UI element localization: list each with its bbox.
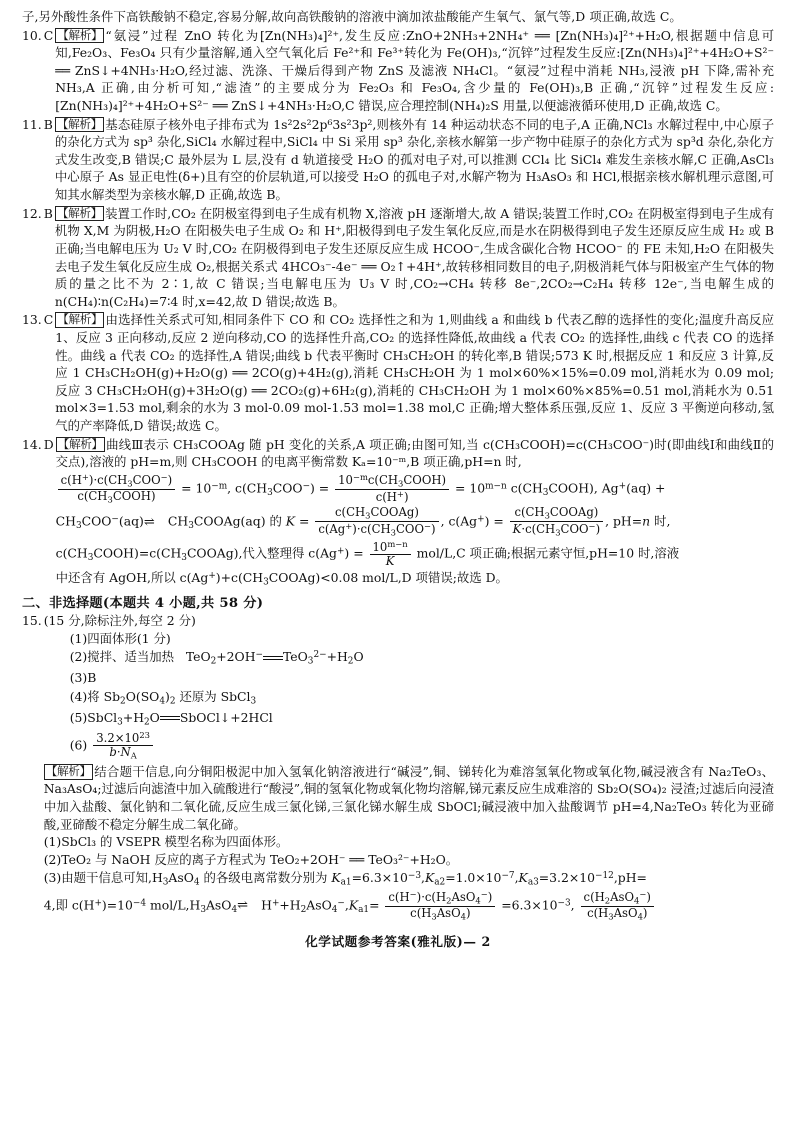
item-body-12 [55,205,774,311]
fraction: $\frac{10^{m-n}}{K}$ [370,540,411,568]
q15-answer-3: (3)B [69,670,97,686]
q15-analysis-text: 结合题干信息,向分铜阳极泥中加入氢氧化钠溶液进行“碱浸”,铜、锑转化为难溶氢氧化物或氧化物,碱浸液含有 Na₂TeO₃、Na₃AsO₄;过滤后向滤渣中加入硫酸进行“酸浸”,铜的氢氧化物或氧化物均溶解,锑元素反应生成难溶的 Sb₂O(SO₄)₂ 浸渣;过滤后向浸渣中加入盐酸、氯化钠和二氧化硫,反应生成三氯化锑,三氯化锑水解生成 SbOCl;碱浸液中加入盐酸调节 pH=4,Na₂TeO₃ 转化为亚碲酸,亚碲酸不稳定分解生成二氧化碲。 [43,763,774,832]
answer-item-15 [22,612,774,921]
q15-analysis [44,763,774,833]
item-number-15: 15. [22,613,42,629]
item-answer-11: B [43,116,53,132]
item-text-12: 装置工作时,CO₂ 在阴极室得到电子生成有机物 X,溶液 pH 逐渐增大,故 A 错误;装置工作时,CO₂ 在阴极室得到电子生成有机物 X,M 为阴极,H₂O 在阳极失电子生成 O₂ 和 H⁺,阳极得到电子发生氧化反应,而是水在阴极得到电子发生还原反应生成 H₂ 或 B 正确;当电解电压为 U₂ V 时,CO₂ 在阴极得到电子发生还原反应生成 HCOO⁻,生成含碳化合物 HCOO⁻ 的 FE 未知,H₂O 在阳极失去电子发生氧化反应生成 O₂,根据关系式 4HCO₃⁻-4e⁻ ══ O₂↑+4H⁺,故转移相同数目的电子,阴极消耗气体与阳极室产生气体的物质的量之比不为 2∶1,故 C 错误;当电解电压为 U₃ V 时,CO₂→CH₄ 转移 8e⁻,2CO₂→C₂H₄ 转移 12e⁻,当电解生成的 n(CH₄)∶n(C₂H₄)=7∶4 时,x=42,故 D 错误;故选 B。 [54,205,774,309]
item-body-15 [44,612,774,921]
answer-item-14 [22,436,774,590]
fraction: $\frac{c(H^+)\cdot c(CH_3COO^-)}{c(CH_3COOH)}$ [58,473,176,505]
q15-head: (15 分,除标注外,每空 2 分) [43,613,196,629]
q15-a6-num: $3.2\times 10^{23}$ [93,731,153,746]
analysis-tag: 【解析】 [57,312,103,327]
q15-answer-5: $(5)SbCl_3+H_2O$ SbOCl↓+2HCl [69,710,273,728]
item-text-10: “氨浸”过程 ZnO 转化为[Zn(NH₃)₄]²⁺,发生反应:ZnO+2NH₃+2NH₄⁺ ══ [Zn(NH₃)₄]²⁺+H₂O,根据题中信息可知,Fe₂O₃、Fe₃O₄ 只有少量溶解,通入空气氧化后 Fe²⁺和 Fe³⁺转化为 Fe(OH)₃,“沉锌”过程发生反应:[Zn(NH₃)₄]²⁺+4H₂O+S²⁻ ══ ZnS↓+4NH₃·H₂O,经过滤、洗涤、干燥后得到产物 ZnS 及滤液 NH₄Cl。“氨浸”过程中消耗 NH₃,浸液 pH 下降,需补充 NH₃,A 正确,由分析可知,“滤渣”的主要成分为 Fe₂O₃ 和 Fe₃O₄,含少量的 Fe(OH)₃,B 正确,“沉锌”过程发生反应:[Zn(NH₃)₄]²⁺+4H₂O+S²⁻ ══ ZnS↓+4NH₃·H₂O,C 错误,应合理控制(NH₄)₂S 用量,以便滤液循环使用,D 正确,故选 C。 [55,27,774,114]
formula-line-14c: $c(CH_3COOH)=c(CH_3COOAg)$,代入整理得 c(Ag+) = $\frac{10^{m-n}}{K}$ mol/L,C 项正确;根据元素守恒,pH=10 时,溶液 [55,539,680,568]
item-answer-13: C [43,312,54,328]
item-text-14-part1: 曲线Ⅲ表示 CH₃COOAg 随 pH 变化的关系,A 项正确;由图可知,当 c(CH₃COOH)=c(CH₃COO⁻)时(即曲线Ⅰ和曲线Ⅱ的交点),溶液的 pH=m,则 CH₃COOH 的电离平衡常数 Kₐ=10⁻ᵐ,B 项正确,pH=n 时, [55,436,774,470]
answer-item-13 [22,311,774,434]
answer-item-10 [22,27,774,115]
fraction: $\frac{c(CH_3COOAg)}{c(Ag^+)\cdot c(CH_3COO^-)}$ [315,506,438,538]
formula-line-14a: $\frac{c(H^+)\cdot c(CH_3COO^-)}{c(CH_3COOH)}$ = $10^{-m}$, $c(CH_3COO^-)$ = $\frac{10^{-m}c(CH_3COOH)}{c(H^+)}$ = $10^{m-n}$ $c(CH_3COOH)$, Ag+(aq) + [56,473,774,505]
item-number-11: 11. B [22,116,53,132]
analysis-tag: 【解析】 [45,763,91,778]
analysis-tag: 【解析】 [56,205,103,220]
analysis-tag: 【解析】 [57,27,103,42]
equilibrium-arrow-icon [237,900,261,912]
item-answer-10: C [43,27,54,43]
q15-answer-1: (1)四面体形(1 分) [69,630,171,646]
fraction: $\frac{10^{-m}c(CH_3COOH)}{c(H^+)}$ [335,473,449,503]
equilibrium-arrow-icon [144,516,168,528]
q15-answer-6: (6) $\frac{3.2\times 10^{23}}{b\cdot N_A}$ [44,731,774,761]
q15-answer-4: (4)将 $Sb_2O(SO_4)_2$ 还原为 SbCl$_3$ [69,689,257,707]
item-body-10 [55,27,774,115]
top-paragraph: 子,另外酸性条件下高铁酸钠不稳定,容易分解,故向高铁酸钠的溶液中滴加浓盐酸能产生氧气、氯气等,D 项正确,故选 C。 [22,9,682,24]
item-number-10: 10. C [22,27,54,43]
answer-item-12 [22,205,774,311]
section-title: 二、非选择题(本题共 4 小题,共 58 分) [22,596,264,612]
q15-answer-2: (2)搅拌、适当加热 TeO$_2$+2OH− $TeO_3^{2-}+H_2O$ [69,649,364,668]
item-answer-14: D [43,436,54,452]
answer-item-11 [22,116,774,204]
q15-sub-answer-3: (3)由题干信息可知$,H_3AsO_4$ 的各级电离常数分别为 $K_{a1}=6.3\times 10^{-3},K_{a2}=1.0\times 10^{-7},K_{a3}=3.2\times 10^{-12},pH=$ [43,869,647,888]
equals-arrow-icon [160,713,180,724]
item-number-12: 12. B [22,205,53,221]
item-answer-12: B [43,205,53,221]
formula-line-14b: $CH_3COO^-(aq)$ ⇌ $CH_3COOAg(aq)$ 的 K = $\frac{c(CH_3COOAg)}{c(Ag^+)\cdot c(CH_3COO^-)}$ , c(Ag+) = $\frac{c(CH_3COOAg)}{K\cdot c(CH_3COO^-)}$ , pH=n 时, [56,506,774,538]
item-text-13: 由选择性关系式可知,相同条件下 CO 和 CO₂ 选择性之和为 1,则曲线 a 和曲线 b 代表乙醇的选择性的变化;温度升高反应 1、反应 3 正向移动,反应 2 逆向移动,CO 的选择性升高,CO₂ 的选择性降低,故曲线 a 代表 CO₂ 的选择性,曲线 c 代表 CO 的选择性。曲线 a 代表 CO₂ 的选择性,A 错误;曲线 b 代表平衡时 CH₃CH₂OH 的转化率,B 错误;573 K 时,根据反应 1 和反应 3 计算,反应 1 CH₃CH₂OH(g)+H₂O(g) ══ 2CO(g)+4H₂(g),消耗 CH₃CH₂OH 为 1 mol×60%×15%=0.09 mol,消耗水为 0.09 mol;反应 3 CH₃CH₂OH(g)+3H₂O(g) ══ 2CO₂(g)+6H₂(g),消耗的 CH₃CH₂OH 为 1 mol×60%×85%=0.51 mol,消耗水为 0.51 mol×3=1.53 mol,剩余的水为 3 mol-0.09 mol-1.53 mol=1.38 mol,C 正确;增大整体系压强,反应 1、反应 3 平衡逆向移动,氢气的产率降低,D 错误;故选 C。 [55,312,774,434]
fraction [93,731,153,761]
fraction: $\frac{c(H_2AsO_4^-)}{c(H_3AsO_4)}$ [581,890,654,922]
item-body-11 [55,116,774,204]
fraction: $\frac{c(CH_3COOAg)}{K\cdot c(CH_3COO^-)}$ [510,506,603,538]
q15-a6-den: $b\cdot N_A$ [109,744,137,761]
item-number-13: 13. C [22,312,54,328]
item-text-11: 基态硅原子核外电子排布式为 1s²2s²2p⁶3s²3p²,则核外有 14 种运动状态不同的电子,A 正确,NCl₃ 水解过程中,中心原子的杂化方式为 sp³ 杂化,SiCl₄ 水解过程中,SiCl₄ 中 Si 采用 sp³ 杂化,亲核水解第一步产物中硅原子的杂化方式为 sp³d 杂化,杂化方式发生改变,B 错误;C 最外层为 L 层,没有 d 轨道接受 H₂O 的孤对电子对,可以推测 CCl₄ 比 SiCl₄ 难发生亲核水解,C 正确,AsCl₃ 中心原子 As 显正电性(δ+)且有空的价层轨道,可以接受 H₂O 的孤电子对,水解产物为 H₃AsO₃ 和 HCl,根据亲核水解机理示意图,可知其水解类型为亲核水解,D 正确,故选 B。 [54,116,774,203]
page-footer: 化学试题参考答案(雅礼版)— 2 [305,934,491,950]
analysis-tag: 【解析】 [56,116,103,131]
item-text-14-tail: 中还含有 AgOH,所以 $c(Ag^+)+c(CH_3COOAg)<0.08$ mol/L,D 项错误;故选 D。 [55,569,508,588]
q15-sub-answer-1: (1)SbCl₃ 的 VSEPR 模型名称为四面体形。 [43,834,289,850]
item-body-14 [56,436,774,590]
item-number-14: 14. D [22,436,54,452]
analysis-tag: 【解析】 [57,436,103,451]
q15-sub-answer-3-cont: 4,即 $c(H^+)=10^{-4}$ mol/$L,H_3AsO_4$ ⇌ $H^++H_2AsO_4^-,K_{a1}=$ $\frac{c(H^-)\cdot c(H_2AsO_4^-)}{c(H_3AsO_4)}$ $=6.3\times 10^{-3}$, $\frac{c(H_2AsO_4^-)}{c(H_3AsO_4)}$ [44,890,774,922]
equals-arrow-icon [263,652,283,663]
fraction: $\frac{c(H^-)\cdot c(H_2AsO_4^-)}{c(H_3AsO_4)}$ [385,890,495,922]
item-body-13 [55,311,774,434]
q15-sub-answer-2: (2)TeO₂ 与 NaOH 反应的离子方程式为 TeO₂+2OH⁻ ══ TeO₃²⁻+H₂O。 [43,851,459,867]
